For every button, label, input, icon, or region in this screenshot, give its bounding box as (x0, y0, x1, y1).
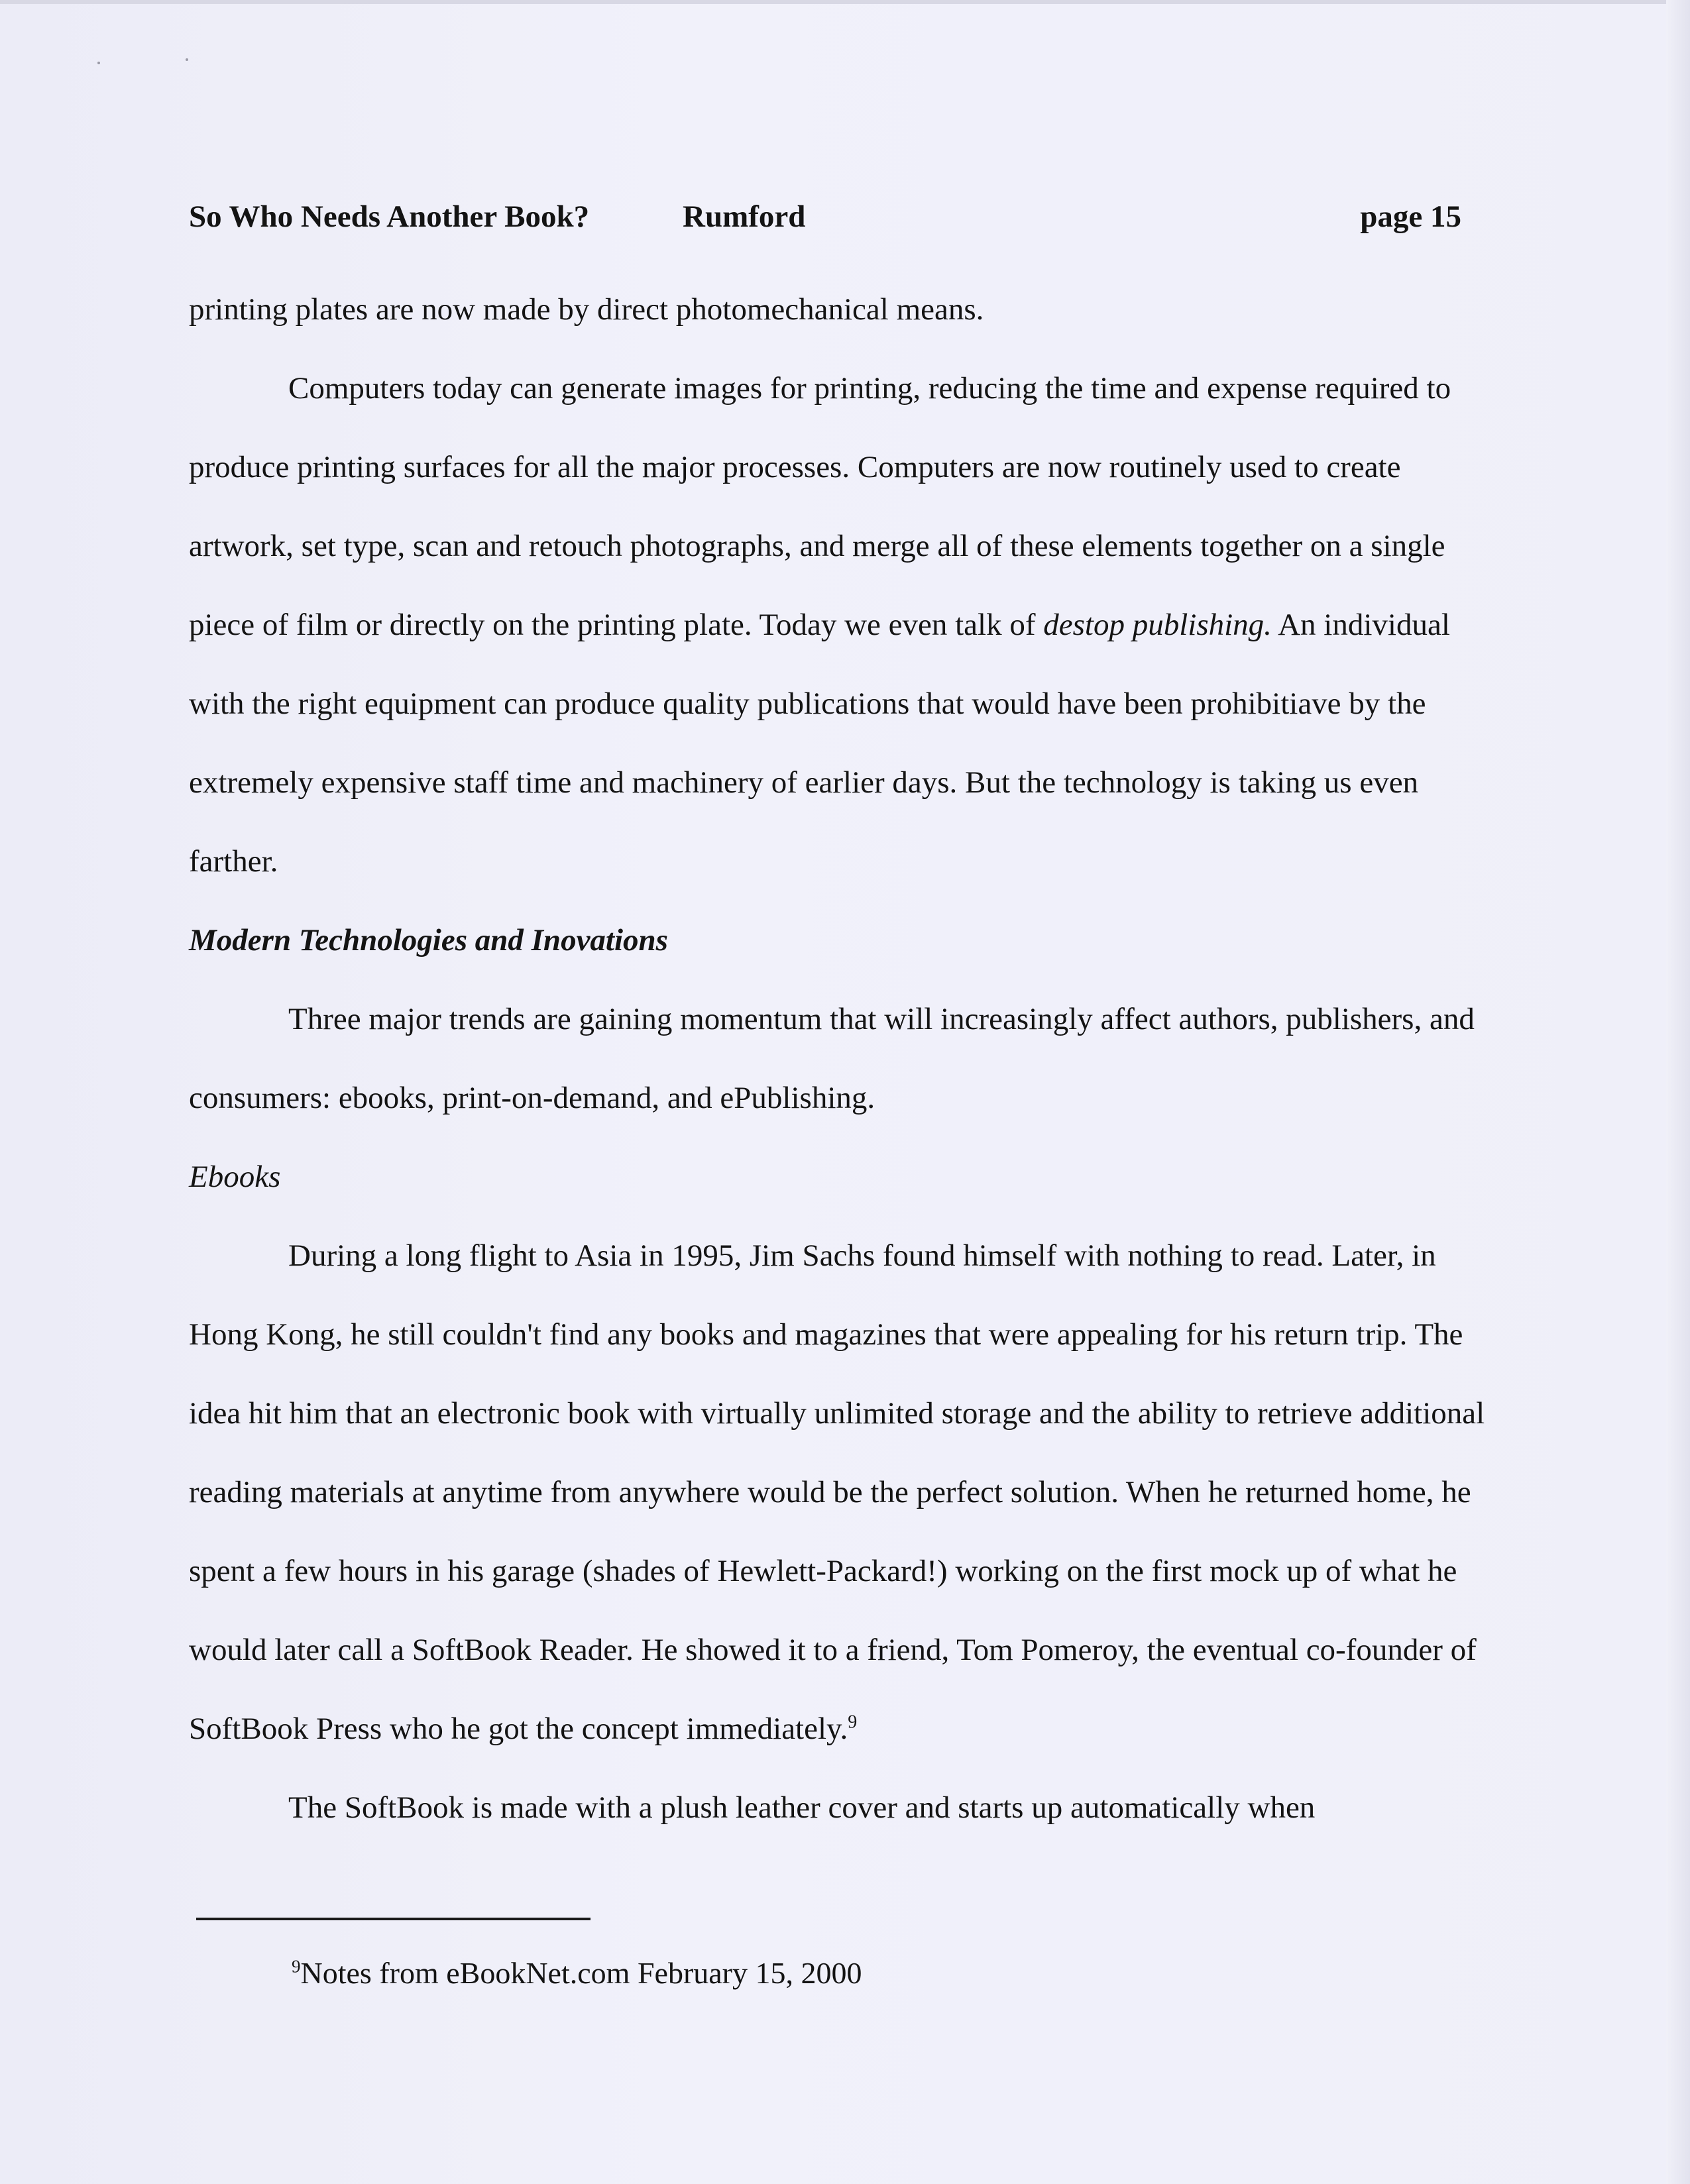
paragraph-trends: Three major trends are gaining momentum that will increasingly affect authors, publishers, and consumers: ebooks, print-on-demand, and ePublishing. (189, 1002, 1475, 1115)
page-top-edge (0, 0, 1690, 4)
paragraph-text: An individual with the right equipment can produce quality publications that would have been prohibitiave by the extremely expensive staff time and machinery of earlier days. But the technology is taking us even farther. (189, 608, 1450, 879)
paragraph-continued: printing plates are now made by direct photomechanical means. (189, 292, 984, 327)
running-header (189, 199, 1461, 245)
footnote (292, 1953, 862, 1993)
footnote-reference: 9 (848, 1712, 858, 1733)
header-title: So Who Needs Another Book? (189, 199, 590, 234)
page-right-edge (1666, 0, 1690, 2184)
paragraph-softbook: The SoftBook is made with a plush leather cover and starts up automatically when (288, 1790, 1316, 1825)
paragraph-computers (189, 349, 1488, 901)
scan-speck (97, 62, 100, 64)
paragraph-ebooks (189, 1217, 1488, 1769)
scan-speck (186, 58, 188, 61)
paragraph-text: Computers today can generate images for printing, reducing the time and expense required to produce printing surfaces for all the major processes. Computers are now routinely used to create artwork, set type, scan and retouch photographs, and merge all of these elements together on a single piece of film or directly on the printing plate. Today we even talk of (189, 371, 1451, 642)
paragraph-text: During a long flight to Asia in 1995, Jim Sachs found himself with nothing to read. Later, in Hong Kong, he still couldn't find any books and magazines that were appealing for his return trip. The idea hit him that an electronic book with virtually unlimited storage and the ability to retrieve additional reading materials at anytime from anywhere would be the perfect solution. When he returned home, he spent a few hours in his garage (shades of Hewlett-Packard!) working on the first mock up of what he would later call a SoftBook Reader. He showed it to a friend, Tom Pomeroy, the eventual co-founder of SoftBook Press who he got the concept immediately. (189, 1238, 1485, 1746)
body-text (189, 270, 1488, 1847)
section-heading: Modern Technologies and Inovations (189, 923, 668, 957)
footnote-number: 9 (292, 1956, 301, 1977)
header-page-number: page 15 (1360, 199, 1461, 234)
footnote-divider (196, 1918, 591, 1920)
footnote-text: Notes from eBookNet.com February 15, 2000 (300, 1956, 862, 1990)
italic-term: destop publishing. (1043, 608, 1272, 642)
subsection-heading: Ebooks (189, 1160, 281, 1194)
header-author: Rumford (683, 199, 806, 234)
